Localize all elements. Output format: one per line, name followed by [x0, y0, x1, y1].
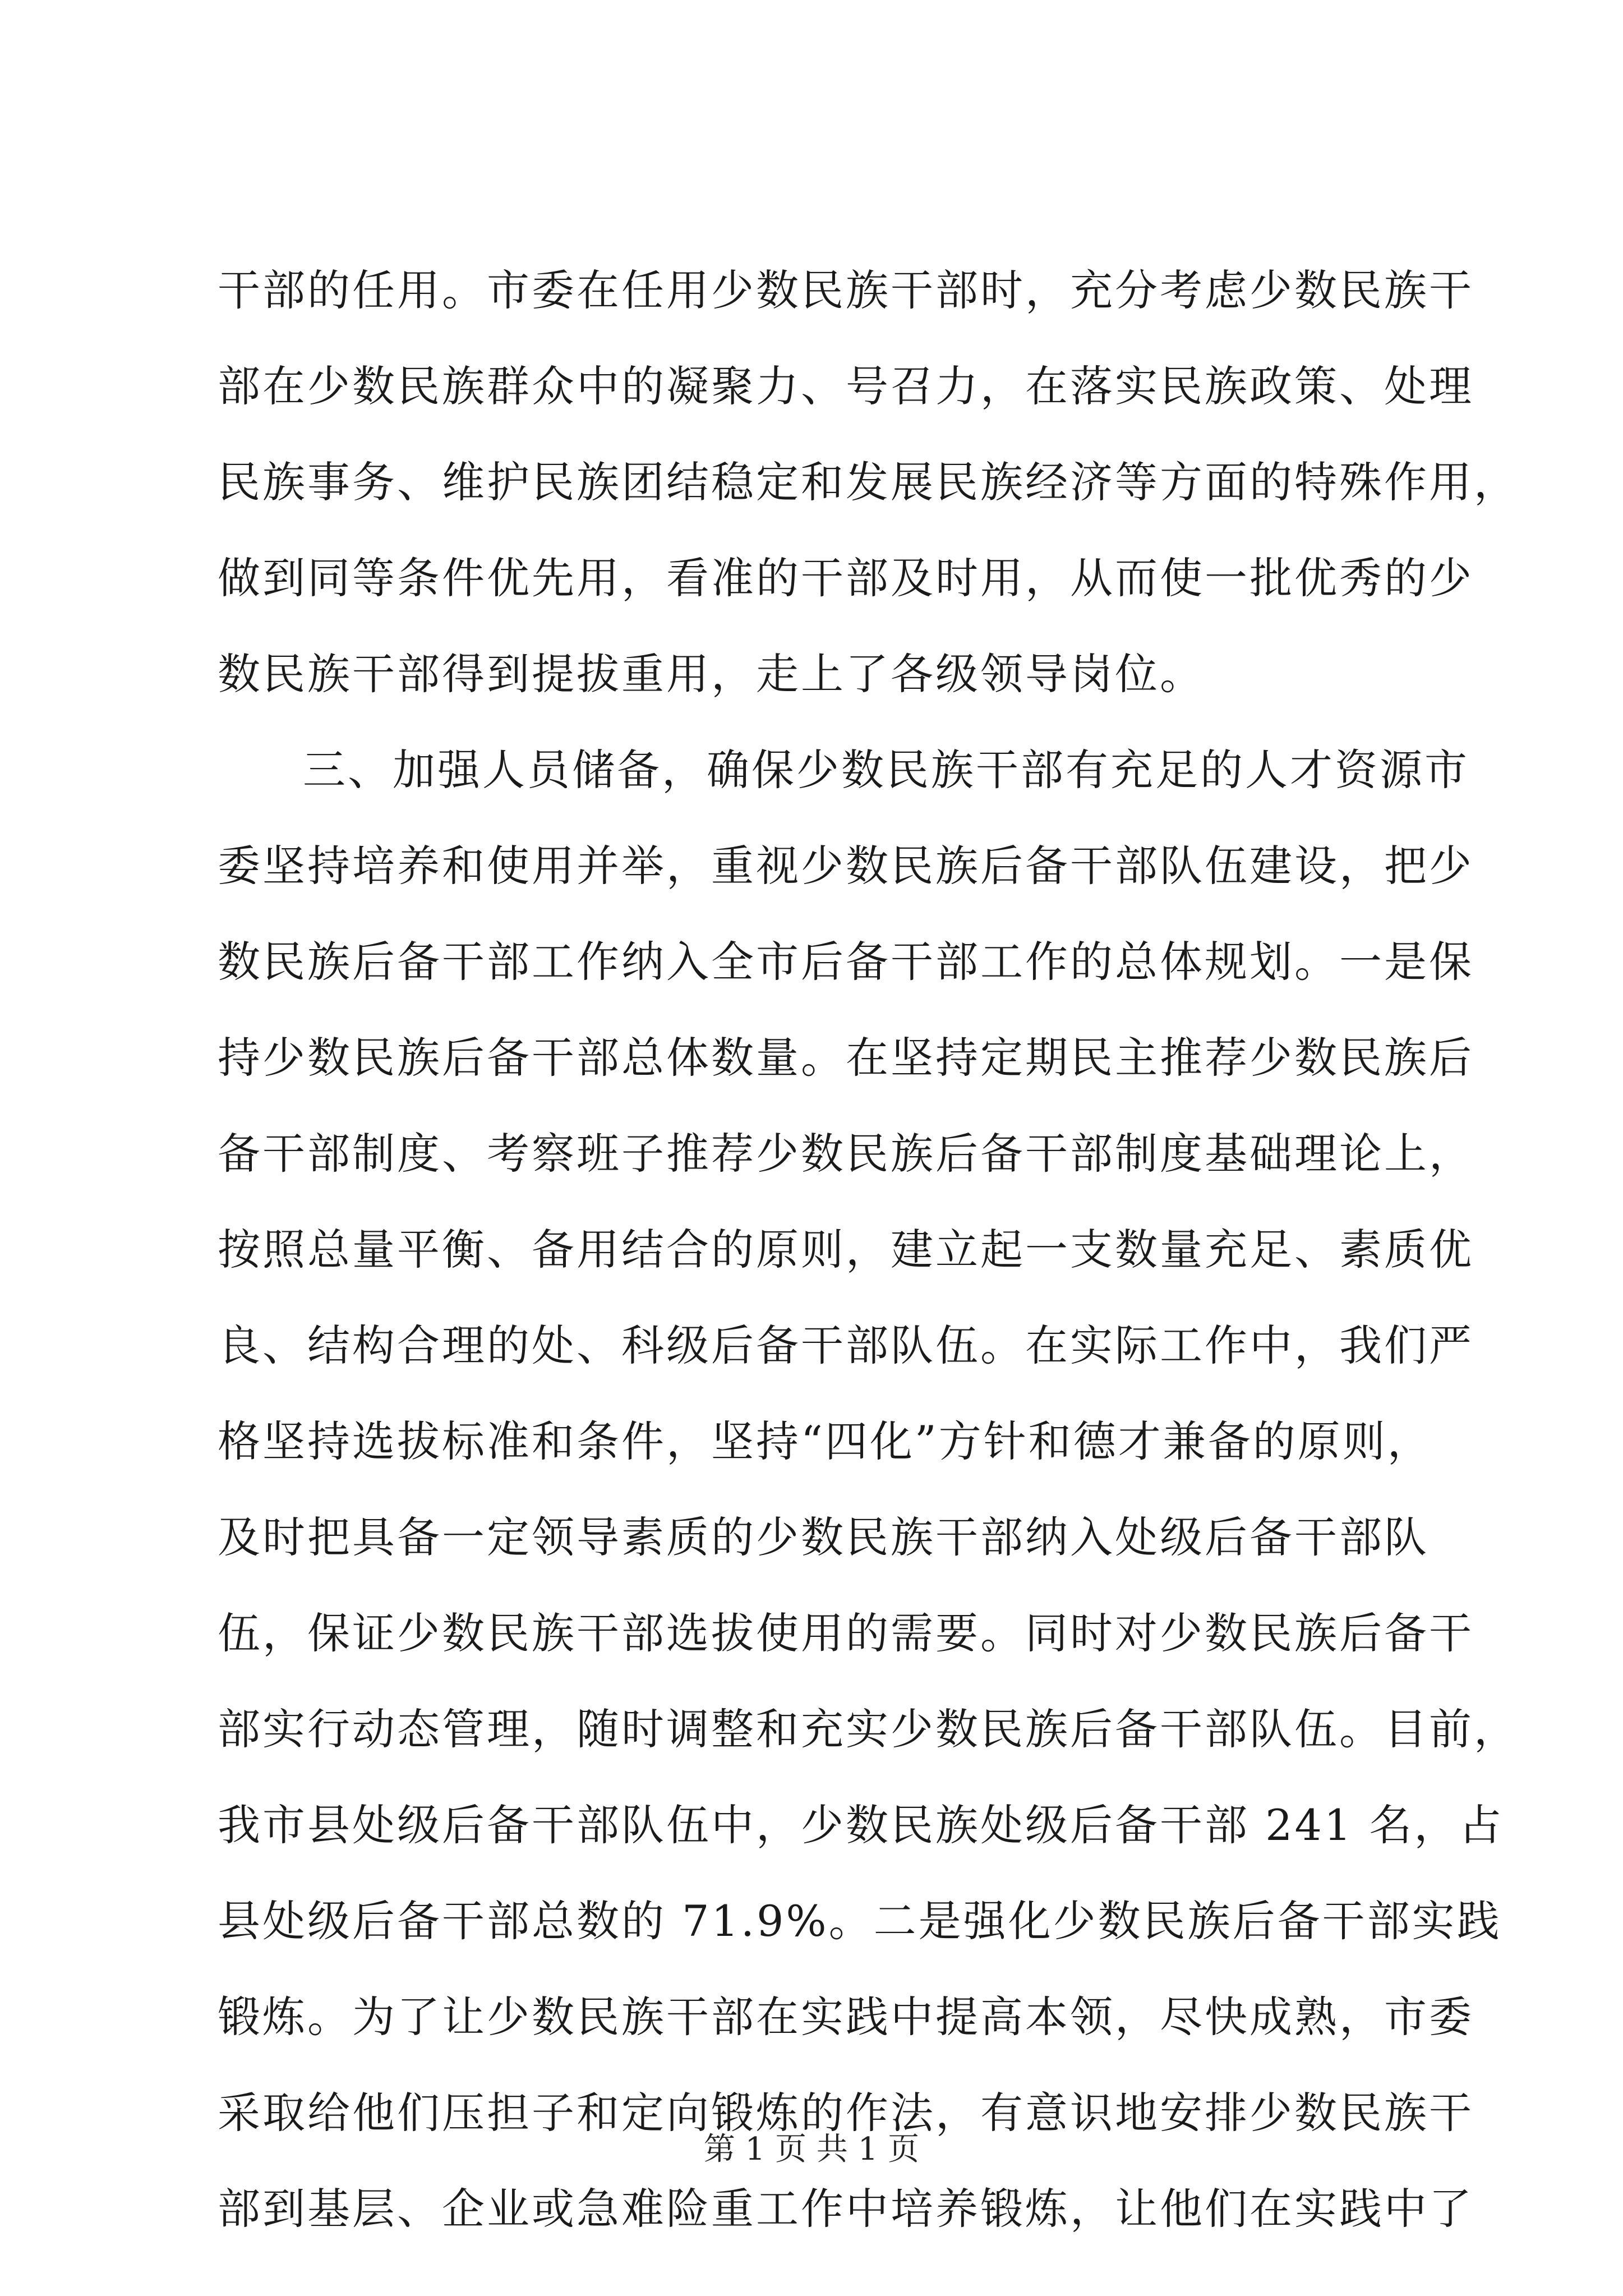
body-text: [218, 242, 1519, 2257]
text-line: 三、加强人员储备，确保少数民族干部有充足的人才资源市: [303, 745, 1469, 795]
paragraph-1: [218, 242, 1519, 722]
text-line: 县处级后备干部总数的 71.9%。二是强化少数民族后备干部实践: [218, 1896, 1502, 1946]
text-line: 采取给他们压担子和定向锻炼的作法，有意识地安排少数民族干: [218, 2088, 1474, 2138]
text-line: 部在少数民族群众中的凝聚力、号召力，在落实民族政策、处理: [218, 361, 1474, 411]
text-line: 按照总量平衡、备用结合的原则，建立起一支数量充足、素质优: [218, 1225, 1474, 1274]
page-footer: [0, 2127, 1623, 2172]
text-line: 锻炼。为了让少数民族干部在实践中提高本领，尽快成熟，市委: [218, 1992, 1474, 2042]
text-line: 干部的任用。市委在任用少数民族干部时，充分考虑少数民族干: [218, 265, 1474, 315]
text-line: 备干部制度、考察班子推荐少数民族后备干部制度基础理论上，: [218, 1129, 1474, 1179]
text-line: 良、结构合理的处、科级后备干部队伍。在实际工作中，我们严: [218, 1320, 1474, 1370]
page-number-label: 第 1 页 共 1 页: [703, 2131, 920, 2168]
text-line: 部到基层、企业或急难险重工作中培养锻炼，让他们在实践中了: [218, 2184, 1474, 2234]
text-line: 格坚持选拔标准和条件，坚持“四化”方针和德才兼备的原则，: [218, 1416, 1432, 1466]
text-line: 民族事务、维护民族团结稳定和发展民族经济等方面的特殊作用，: [218, 457, 1519, 507]
text-line: 部实行动态管理，随时调整和充实少数民族后备干部队伍。目前，: [218, 1704, 1519, 1754]
text-line: 数民族干部得到提拔重用，走上了各级领导岗位。: [218, 649, 1205, 699]
text-line: 及时把具备一定领导素质的少数民族干部纳入处级后备干部队: [218, 1512, 1429, 1562]
text-line: 做到同等条件优先用，看准的干部及时用，从而使一批优秀的少: [218, 553, 1474, 603]
text-line: 伍，保证少数民族干部选拔使用的需要。同时对少数民族后备干: [218, 1608, 1474, 1658]
text-line: 持少数民族后备干部总体数量。在坚持定期民主推荐少数民族后: [218, 1033, 1474, 1083]
text-line: 委坚持培养和使用并举，重视少数民族后备干部队伍建设，把少: [218, 841, 1474, 891]
text-line: 我市县处级后备干部队伍中，少数民族处级后备干部 241 名，占: [218, 1800, 1504, 1850]
paragraph-2: [218, 722, 1519, 2257]
text-line: 数民族后备干部工作纳入全市后备干部工作的总体规划。一是保: [218, 937, 1474, 987]
